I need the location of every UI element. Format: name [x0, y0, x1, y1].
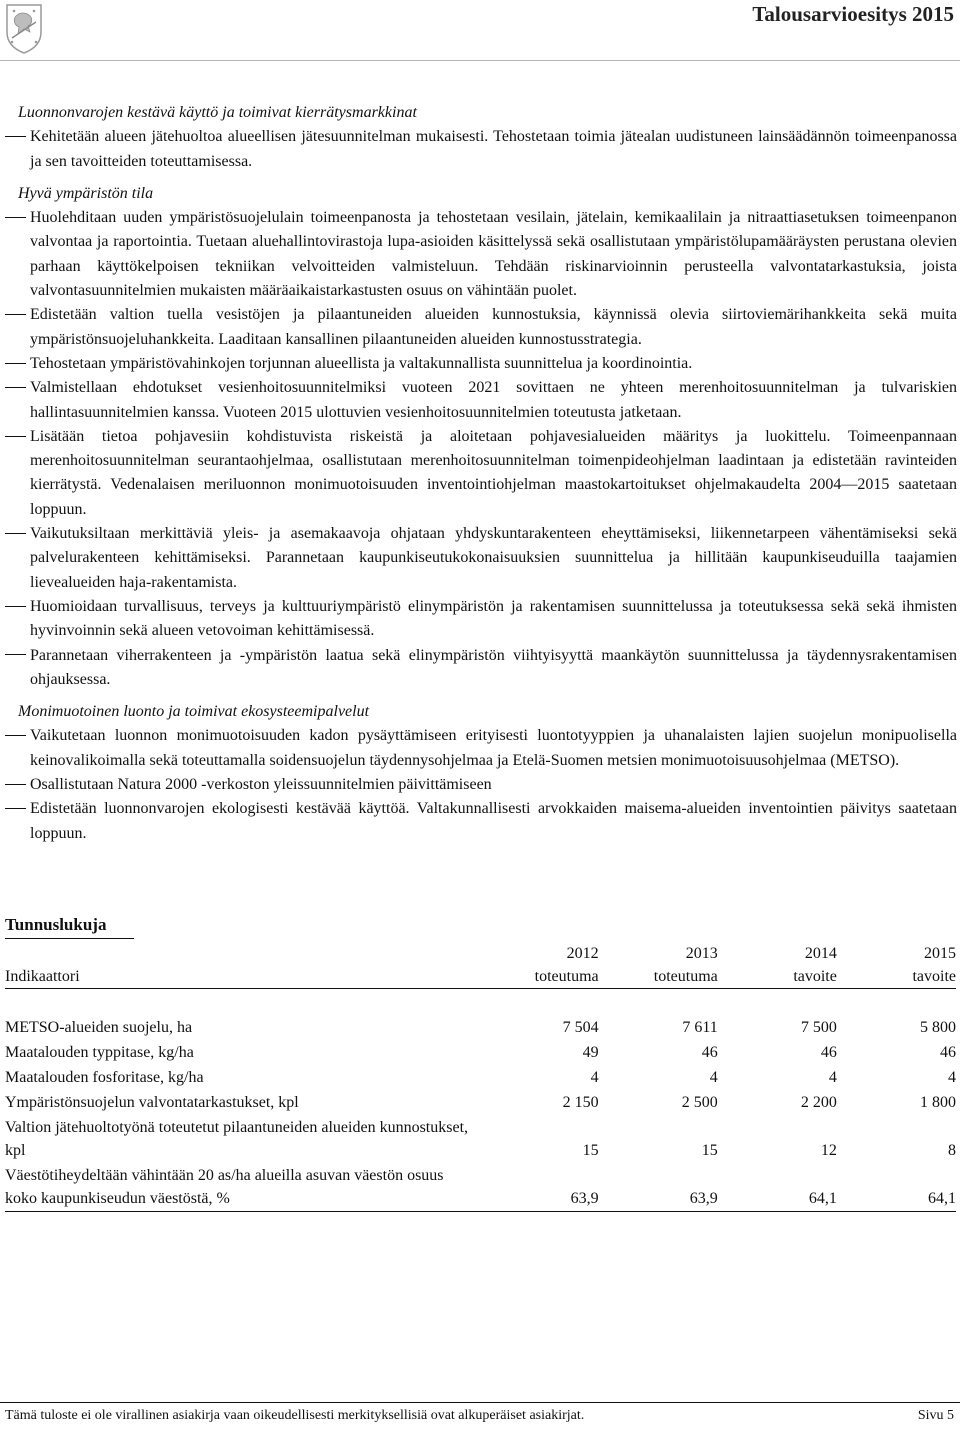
- indicator-table: [5, 942, 956, 1212]
- dash-bullet: [5, 376, 26, 400]
- table-row: [5, 1163, 956, 1212]
- table-row: [5, 1040, 956, 1065]
- list-item: Osallistutaan Natura 2000 -verkoston yleissuunnitelmien päivittämiseen: [5, 773, 957, 797]
- cell-value: 46: [701, 1044, 718, 1061]
- list-item: Edistetään luonnonvarojen ekologisesti kestävää käyttöä. Valtakunnallisesti arvokkaiden maisema-alueiden inventointien päivitys saatetaan loppuun.: [5, 797, 957, 846]
- dash-bullet: [5, 773, 26, 797]
- dash-bullet: [5, 125, 26, 149]
- row-label: Väestötiheydeltään vähintään 20 as/ha alueilla asuvan väestön osuus koko kaupunkiseudun väestöstä, %: [5, 1167, 444, 1207]
- cell-value: 7 611: [682, 1019, 718, 1036]
- cell-value: 63,9: [570, 1190, 599, 1207]
- cell-value: 2 150: [562, 1094, 599, 1111]
- list-item: Lisätään tietoa pohjavesiin kohdistuvista riskeistä ja aloitetaan pohjavesialueiden määritys ja luokittelu. Toimeenpannaan merenhoitosuunnitelman seurantaohjelmaa, osallistutaan merenhoitosuunnitelman toimenpideohjelman laadintaan ja edistetään ravinteiden kierrätystä. Vedenalaisen meriluonnon monimuotoisuuden inventointiohjelman maastokartoitukset ohjelmakaudelta 2004—2015 saatetaan loppuun.: [5, 425, 957, 522]
- column-header-2012: 2012 toteutuma: [534, 945, 599, 985]
- document-title: Talousarvioesitys 2015: [752, 2, 954, 26]
- table-title: Tunnuslukuja: [5, 915, 107, 934]
- row-label: Maatalouden fosforitase, kg/ha: [5, 1069, 204, 1086]
- header-divider: [0, 60, 960, 61]
- cell-value: 15: [582, 1142, 599, 1159]
- row-label: METSO-alueiden suojelu, ha: [5, 1019, 193, 1036]
- row-label: Maatalouden typpitase, kg/ha: [5, 1044, 194, 1061]
- body-text: [5, 101, 957, 846]
- cell-value: 4: [828, 1069, 837, 1086]
- dash-bullet: [5, 303, 26, 327]
- cell-value: 4: [948, 1069, 956, 1086]
- dash-bullet: [5, 206, 26, 230]
- cell-value: 63,9: [689, 1190, 718, 1207]
- dash-bullet: [5, 595, 26, 619]
- cell-value: 15: [701, 1142, 718, 1159]
- cell-value: 4: [590, 1069, 599, 1086]
- list-item: Vaikutetaan luonnon monimuotoisuuden kadon pysäyttämiseen erityisesti luontotyyppien ja uhanalaisten lajien suojelun monipuolisella keinovalikoimalla sekä toteuttamalla soidensuojelun täydennysohjelmaa ja Etelä-Suomen metsien monimuotoisuusohjelmaa (METSO).: [5, 724, 957, 773]
- list-item: Valmistellaan ehdotukset vesienhoitosuunnitelmiksi vuoteen 2021 sovittaen ne yhteen merenhoitosuunnitelman ja tulvariskien hallintasuunnitelmien kanssa. Vuoteen 2015 ulottuvien vesienhoitosuunnitelmien toteutusta jatketaan.: [5, 376, 957, 425]
- list-item: Vaikutuksiltaan merkittäviä yleis- ja asemakaavoja ohjataan yhdyskuntarakenteen eheyttämiseksi, liikennetarpeen vähentämiseksi sekä palvelurakenteen kehittämiseksi. Parannetaan kaupunkiseutukokonaisuuksien suunnittelua ja hillitään kaupunkiseuduilla taajamien lievealueiden haja-rakentamista.: [5, 522, 957, 595]
- cell-value: 8: [948, 1142, 956, 1159]
- list-item: Huolehditaan uuden ympäristösuojelulain toimeenpanosta ja tehostetaan vesilain, jätelain, kemikaalilain ja nitraattiasetuksen toimeenpanon valvontaa ja raportointia. Tuetaan aluehallintovirastoja lupa-asioiden käsittelyssä sekä osallistutaan ympäristölupamääräysten perustana olevien parhaan käyttökelpoisen tekniikan velvoitteiden valmisteluun. Tehdään riskinarvioinnin perusteella valvontatarkastuksia, joista valvontasuunnitelmien mukaisten määräaikaistarkastusten osuus on vähintään puolet.: [5, 206, 957, 303]
- cell-value: 2 200: [800, 1094, 837, 1111]
- cell-value: 7 504: [562, 1019, 599, 1036]
- cell-value: 4: [709, 1069, 718, 1086]
- cell-value: 46: [940, 1044, 956, 1061]
- dash-bullet: [5, 352, 26, 376]
- cell-value: 1 800: [920, 1094, 956, 1111]
- footer-divider: [0, 1402, 960, 1403]
- dash-bullet: [5, 797, 26, 821]
- page-number: Sivu 5: [917, 1408, 954, 1423]
- cell-value: 64,1: [808, 1190, 837, 1207]
- dash-bullet: [5, 425, 26, 449]
- table-row: [5, 1090, 956, 1115]
- section-biodiversity: [5, 700, 957, 846]
- dash-bullet: [5, 522, 26, 546]
- section-heading: Monimuotoinen luonto ja toimivat ekosysteemipalvelut: [18, 703, 370, 721]
- table-header-row: [5, 942, 956, 989]
- list-item: Kehitetään alueen jätehuoltoa alueellisen jätesuunnitelman mukaisesti. Tehostetaan toimia jätealan uudistuneen lainsäädännön toimeenpanossa ja sen tavoitteiden toteuttamisessa.: [5, 125, 957, 174]
- cell-value: 12: [820, 1142, 837, 1159]
- column-header-2014: 2014 tavoite: [793, 945, 837, 985]
- cell-value: 7 500: [800, 1019, 837, 1036]
- list-item: Edistetään valtion tuella vesistöjen ja pilaantuneiden alueiden kunnostuksia, käynnissä olevia siirtoviemärihankkeita sekä muita ympäristönsuojeluhankkeita. Laaditaan kansallinen pilaantuneiden alueiden kunnostusstrategia.: [5, 303, 957, 352]
- column-header-2015: 2015 tavoite: [912, 945, 956, 985]
- section-resources: [5, 101, 957, 174]
- cell-value: 49: [582, 1044, 599, 1061]
- row-label: Valtion jätehuoltotyönä toteutetut pilaantuneiden alueiden kunnostukset, kpl: [5, 1119, 469, 1159]
- section-environment: [5, 182, 957, 692]
- dash-bullet: [5, 644, 26, 668]
- footer-disclaimer: Tämä tuloste ei ole virallinen asiakirja vaan oikeudellisesti merkityksellisiä ovat alkuperäiset asiakirjat.: [5, 1408, 585, 1423]
- finnish-coat-of-arms-icon: [4, 2, 44, 54]
- section-heading: Hyvä ympäristön tila: [18, 184, 154, 202]
- dash-bullet: [5, 724, 26, 748]
- list-item: Tehostetaan ympäristövahinkojen torjunnan alueellista ja valtakunnallista suunnittelua ja koordinointia.: [5, 352, 957, 376]
- table-row: [5, 1115, 956, 1163]
- row-label: Ympäristönsuojelun valvontatarkastukset, kpl: [5, 1094, 299, 1111]
- table-row: [5, 1015, 956, 1040]
- page-header: [0, 0, 960, 60]
- cell-value: 64,1: [928, 1190, 956, 1207]
- cell-value: 46: [820, 1044, 837, 1061]
- list-item: Huomioidaan turvallisuus, terveys ja kulttuuriympäristö elinympäristön ja rakentamisen suunnittelussa ja toteutuksessa sekä sekä ihmisten hyvinvoinnin sekä alueen vetovoiman kehittämisessä.: [5, 595, 957, 644]
- section-heading: Luonnonvarojen kestävä käyttö ja toimivat kierrätysmarkkinat: [18, 104, 417, 121]
- table-row: [5, 1065, 956, 1090]
- list-item: Parannetaan viherrakenteen ja -ympäristön laatua sekä elinympäristön viihtyisyyttä maankäytön suunnittelussa ja täydennysrakentamisen ohjauksessa.: [5, 644, 957, 693]
- cell-value: 5 800: [920, 1019, 956, 1036]
- column-header-indicator: Indikaattori: [5, 968, 80, 985]
- column-header-2013: 2013 toteutuma: [653, 945, 718, 985]
- table-spacer: [5, 989, 956, 1016]
- table-title-underline: [5, 938, 134, 939]
- cell-value: 2 500: [681, 1094, 718, 1111]
